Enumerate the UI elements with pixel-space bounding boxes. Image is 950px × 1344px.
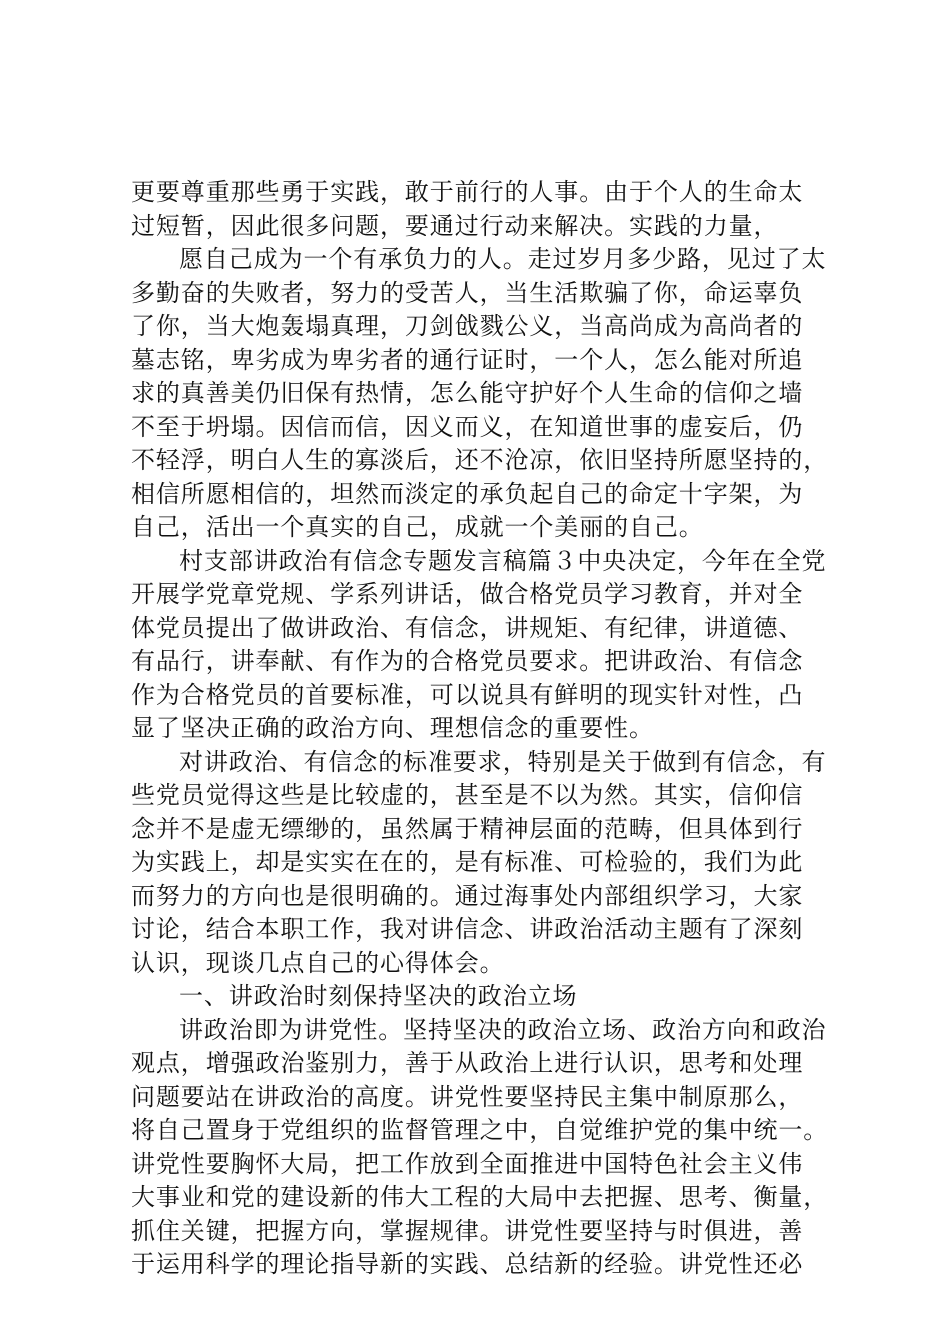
text-line: 不轻浮，明白人生的寡淡后，还不沧凉，依旧坚持所愿坚持的， [131, 446, 829, 474]
text-line: 过短暂，因此很多问题，要通过行动来解决。实践的力量， [131, 211, 779, 240]
text-line: 有品行，讲奉献、有作为的合格党员要求。把讲政治、有信念 [131, 647, 804, 675]
text-line: 于运用科学的理论指导新的实践、总结新的经验。讲党性还必 [131, 1250, 804, 1278]
text-line: 一、讲政治时刻保持坚决的政治立场 [179, 982, 578, 1010]
text-line: 而努力的方向也是很明确的。通过海事处内部组织学习，大家 [131, 881, 804, 910]
text-line: 更要尊重那些勇于实践，敢于前行的人事。由于个人的生命太 [131, 178, 804, 206]
text-line: 对讲政治、有信念的标准要求，特别是关于做到有信念，有 [179, 747, 827, 776]
text-line: 了你，当大炮轰塌真理，刀剑戗戮公义，当高尚成为高尚者的 [131, 312, 804, 340]
text-line: 问题要站在讲政治的高度。讲党性要坚持民主集中制原那么， [131, 1082, 804, 1111]
text-line: 认识，现谈几点自己的心得体会。 [131, 948, 505, 977]
text-line: 显了坚决正确的政治方向、理想信念的重要性。 [131, 714, 654, 742]
text-line: 为实践上，却是实实在在的，是有标准、可检验的，我们为此 [131, 848, 804, 876]
text-line: 讲党性要胸怀大局，把工作放到全面推进中国特色社会主义伟 [131, 1149, 804, 1178]
text-line: 自己，活出一个真实的自己，成就一个美丽的自己。 [131, 513, 704, 541]
text-line: 体党员提出了做讲政治、有信念，讲规矩、有纪律，讲道德、 [131, 613, 804, 642]
text-line: 多勤奋的失败者，努力的受苦人，当生活欺骗了你，命运辜负 [131, 278, 804, 307]
text-line: 村支部讲政治有信念专题发言稿篇３中央决定，今年在全党 [179, 546, 827, 575]
text-line: 愿自己成为一个有承负力的人。走过岁月多少路，见过了太 [179, 245, 827, 273]
text-line: 讲政治即为讲党性。坚持坚决的政治立场、政治方向和政治 [179, 1015, 827, 1044]
text-line: 念并不是虚无缥缈的，虽然属于精神层面的范畴，但具体到行 [131, 814, 804, 843]
text-line: 相信所愿相信的，坦然而淡定的承负起自己的命定十字架，为 [131, 479, 804, 508]
text-line: 开展学党章党规、学系列讲话，做合格党员学习教育，并对全 [131, 580, 804, 608]
text-line: 不至于坍塌。因信而信，因义而义，在知道世事的虚妄后，仍 [131, 412, 804, 441]
text-line: 作为合格党员的首要标准，可以说具有鲜明的现实针对性，凸 [131, 680, 804, 709]
text-line: 墓志铭，卑劣成为卑劣者的通行证时，一个人，怎么能对所追 [131, 345, 804, 374]
document-body [131, 176, 831, 1282]
text-line: 大事业和党的建设新的伟大工程的大局中去把握、思考、衡量， [131, 1183, 829, 1211]
text-line: 观点，增强政治鉴别力，善于从政治上进行认识，思考和处理 [131, 1049, 804, 1077]
text-line: 抓住关键，把握方向，掌握规律。讲党性要坚持与时俱进，善 [131, 1216, 804, 1245]
text-line: 将自己置身于党组织的监督管理之中，自觉维护党的集中统一。 [131, 1116, 829, 1144]
text-line: 些党员觉得这些是比较虚的，甚至是不以为然。其实，信仰信 [131, 781, 804, 809]
text-line: 讨论，结合本职工作，我对讲信念、讲政治活动主题有了深刻 [131, 915, 804, 943]
text-line: 求的真善美仍旧保有热情，怎么能守护好个人生命的信仰之墙 [131, 379, 804, 407]
